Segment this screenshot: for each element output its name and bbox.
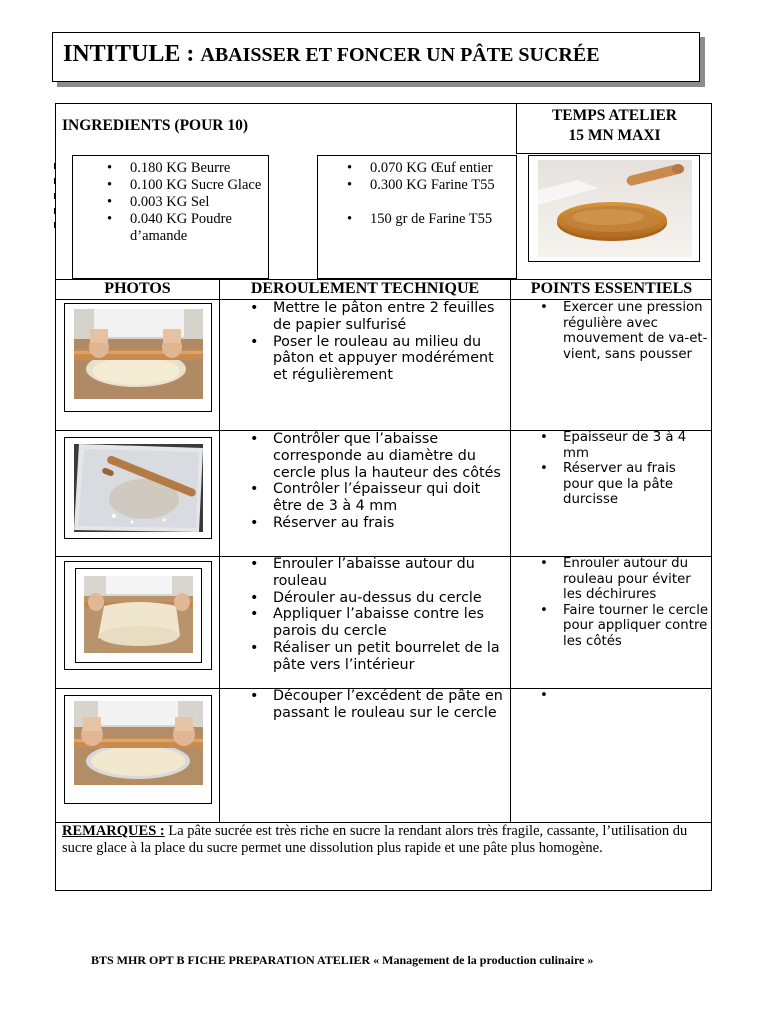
step-point: • Réserver au frais pour que la pâte durcisse xyxy=(533,461,709,508)
points-header: POINTS ESSENTIELS xyxy=(530,280,693,297)
step-point: • Exercer une pression régulière avec mouvement de va-et-vient, sans pousser xyxy=(533,300,709,362)
margin-mark xyxy=(54,222,58,228)
step-1-photo-frame xyxy=(64,303,212,412)
ingredients-left-list xyxy=(100,160,266,245)
step-1-points xyxy=(533,300,709,362)
step-instruction: • Réaliser un petit bourrelet de la pâte vers l’intérieur xyxy=(243,640,508,674)
step-instruction: • Appliquer l’abaisse contre les parois du cercle xyxy=(243,606,508,640)
header-bottom-line xyxy=(516,153,712,154)
step-4-points xyxy=(533,688,709,704)
step-3-deroulement xyxy=(243,556,508,674)
step-4-photo-frame xyxy=(64,695,212,804)
rolling-dough-between-paper-photo xyxy=(74,309,203,399)
ingredient-item: • 0.180 KG Beurre xyxy=(100,160,266,177)
ingredients-right-list xyxy=(340,160,516,228)
title-prefix: INTITULE : xyxy=(63,41,201,67)
deroulement-header: DEROULEMENT TECHNIQUE xyxy=(250,280,480,297)
ingredient-item: • 0.300 KG Farine T55 xyxy=(340,177,516,194)
step-instruction: • Mettre le pâton entre 2 feuilles de papier sulfurisé xyxy=(243,300,508,334)
photos-header: PHOTOS xyxy=(104,280,171,297)
remarques-text: La pâte sucrée est très riche en sucre la rendant alors très fragile, cassante, l’utilisation du sucre glace à la place du sucre permet une dissolution plus rapide et une pâte plus homogène. xyxy=(62,823,688,856)
temps-line-1: TEMPS ATELIER xyxy=(551,107,678,124)
ingredients-box-left xyxy=(72,155,269,279)
step-3-photo-frame xyxy=(64,561,212,670)
draping-dough-photo xyxy=(84,576,193,653)
step-3-photo-inner-frame xyxy=(75,568,202,663)
step-instruction: • Contrôler l’épaisseur qui doit être de 3 à 4 mm xyxy=(243,481,508,515)
step-4-deroulement xyxy=(243,688,508,722)
tart-photo-frame xyxy=(528,155,700,262)
step-instruction: • Enrouler l’abaisse autour du rouleau xyxy=(243,556,508,590)
step-point: • Enrouler autour du rouleau pour éviter les déchirures xyxy=(533,556,709,603)
margin-mark xyxy=(54,193,58,199)
step-3-points xyxy=(533,556,709,649)
step-2-deroulement xyxy=(243,431,508,532)
column-divider-1 xyxy=(219,279,220,822)
ingredient-item: • 0.040 KG Poudre d’amande xyxy=(100,211,266,245)
step-1-deroulement xyxy=(243,300,508,384)
step-point: • Faire tourner le cercle pour appliquer contre les côtés xyxy=(533,603,709,650)
title-banner xyxy=(52,32,702,84)
step-instruction: • Dérouler au-dessus du cercle xyxy=(243,590,508,607)
ingredients-box-right xyxy=(317,155,517,279)
remarques-label: REMARQUES : xyxy=(62,823,165,839)
temps-atelier-label xyxy=(517,106,712,146)
title-main: ABAISSER ET FONCER UN PÂTE SUCRÉE xyxy=(200,44,600,66)
remarques-block xyxy=(62,823,702,857)
step-instruction: • Découper l’excédent de pâte en passant le rouleau sur le cercle xyxy=(243,688,508,722)
step-2-points xyxy=(533,430,709,508)
step-instruction: • Contrôler que l’abaisse corresponde au diamètre du cercle plus la hauteur des côtés xyxy=(243,431,508,481)
temps-line-2: 15 MN MAXI xyxy=(568,127,661,144)
margin-mark xyxy=(54,178,58,184)
step-point xyxy=(533,688,709,704)
ingredient-item: • 0.100 KG Sucre Glace xyxy=(100,177,266,194)
page-footer: BTS MHR OPT B FICHE PREPARATION ATELIER « Management de la production culinaire » xyxy=(91,953,594,967)
step-instruction: • Réserver au frais xyxy=(243,515,508,532)
page-title xyxy=(63,41,600,68)
ingredient-item: • 0.003 KG Sel xyxy=(100,194,266,211)
column-divider-2 xyxy=(510,279,511,822)
margin-mark xyxy=(54,208,58,214)
step-instruction: • Poser le rouleau au milieu du pâton et appuyer modérément et régulièrement xyxy=(243,334,508,384)
step-point: • Epaisseur de 3 à 4 mm xyxy=(533,430,709,461)
title-box xyxy=(52,32,700,82)
finished-tart-photo xyxy=(538,160,692,257)
rolled-dough-on-paper-photo xyxy=(74,444,203,532)
margin-mark xyxy=(54,163,58,169)
ingredient-item: • 150 gr de Farine T55 xyxy=(340,211,516,228)
ingredient-item: • 0.070 KG Œuf entier xyxy=(340,160,516,177)
trimming-dough-photo xyxy=(74,701,203,785)
step-2-photo-frame xyxy=(64,437,212,539)
ingredients-label: INGREDIENTS (POUR 10) xyxy=(62,117,249,134)
